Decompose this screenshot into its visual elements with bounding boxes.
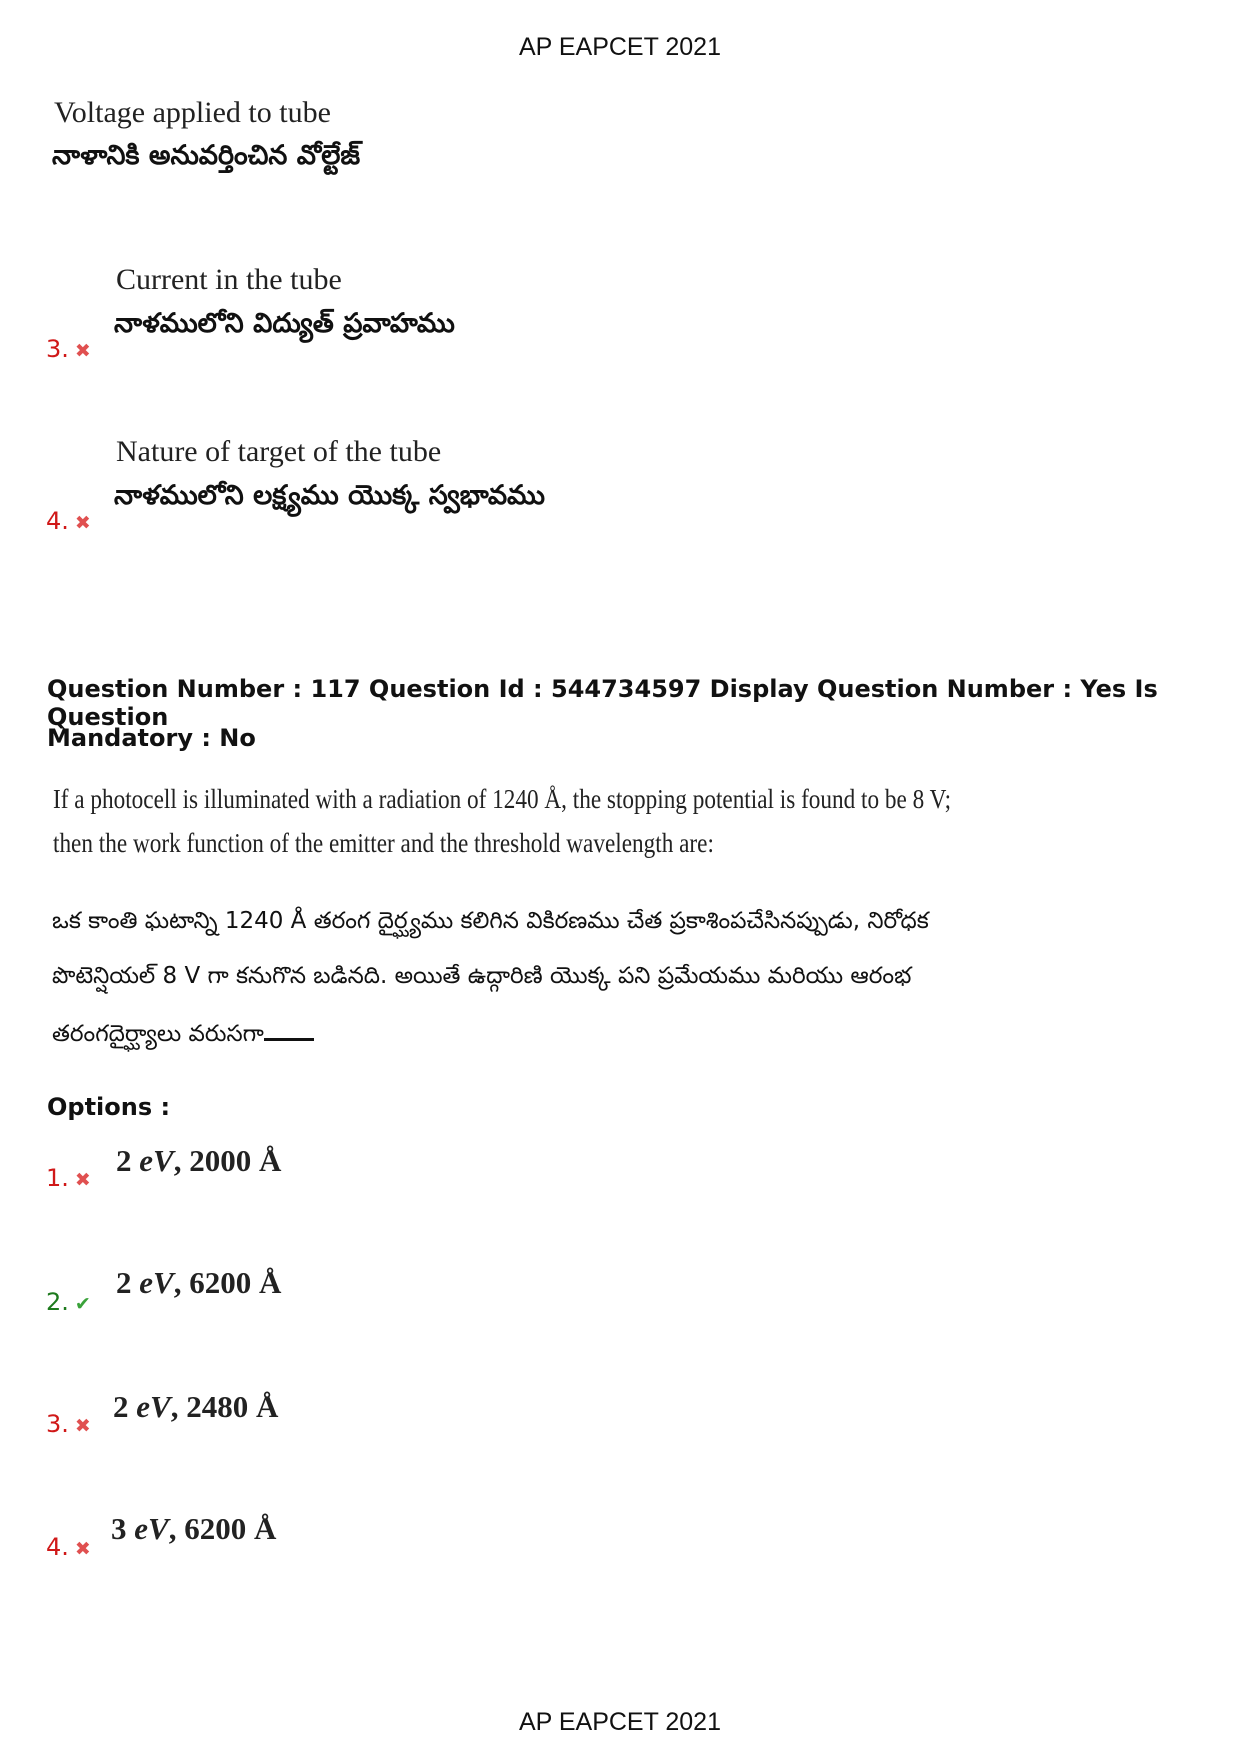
option-1-marker bbox=[46, 1164, 91, 1192]
prev-option3-telugu: నాళములోని విద్యుత్ ప్రవాహము bbox=[114, 308, 455, 339]
prev-option4-marker bbox=[46, 507, 91, 535]
prev-option2-english: Voltage applied to tube bbox=[54, 96, 331, 129]
question-english-line1: If a photocell is illuminated with a radiation of 1240 Å, the stopping potential is found to be 8 V; bbox=[53, 784, 952, 814]
option-number: 4. bbox=[46, 507, 69, 535]
prev-option2-telugu: నాళానికి అనువర్తించిన వోల్టేజ్ bbox=[52, 140, 361, 171]
question-telugu-line2: పొటెన్షియల్ 8 V గా కనుగొన బడినది. అయితే ఉద్గారిణి యొక్క పని ప్రమేయము మరియు ఆరంభ bbox=[52, 963, 912, 989]
prev-option4-english: Nature of target of the tube bbox=[116, 435, 442, 468]
prev-option3-english: Current in the tube bbox=[116, 263, 342, 296]
option-number: 4. bbox=[46, 1533, 69, 1561]
question-meta-line1: Question Number : 117 Question Id : 544734597 Display Question Number : Yes Is Question bbox=[47, 675, 1158, 731]
question-english-line2: then the work function of the emitter and the threshold wavelength are: bbox=[53, 828, 714, 858]
option-2-marker bbox=[46, 1288, 91, 1316]
cross-icon: ✖ bbox=[74, 512, 91, 534]
option-1-text[interactable]: 2 eV, 2000 Å bbox=[116, 1143, 282, 1178]
option-number: 1. bbox=[46, 1164, 69, 1192]
option-number: 2. bbox=[46, 1288, 69, 1316]
question-telugu-line1: ఒక కాంతి ఘటాన్ని 1240 Å తరంగ దైర్ఘ్యము కలిగిన వికిరణము చేత ప్రకాశింపచేసినప్పుడు, నిరోధక bbox=[52, 908, 929, 934]
option-number: 3. bbox=[46, 1410, 69, 1438]
options-label: Options : bbox=[47, 1093, 171, 1121]
question-meta-line2: Mandatory : No bbox=[47, 724, 256, 752]
cross-icon: ✖ bbox=[74, 1169, 91, 1191]
answer-blank bbox=[264, 1018, 314, 1041]
page-footer: AP EAPCET 2021 bbox=[519, 1708, 721, 1736]
option-2-text[interactable]: 2 eV, 6200 Å bbox=[116, 1265, 282, 1300]
option-number: 3. bbox=[46, 335, 69, 363]
option-3-text[interactable]: 2 eV, 2480 Å bbox=[113, 1389, 279, 1424]
page-header: AP EAPCET 2021 bbox=[519, 33, 721, 61]
option-4-text[interactable]: 3 eV, 6200 Å bbox=[111, 1511, 277, 1546]
prev-option4-telugu: నాళములోని లక్ష్యము యొక్క స్వభావము bbox=[114, 480, 545, 511]
cross-icon: ✖ bbox=[74, 1538, 91, 1560]
option-3-marker bbox=[46, 1410, 91, 1438]
question-telugu-line3 bbox=[52, 1018, 314, 1053]
question-telugu-line3-text: తరంగదైర్ఘ్యాలు వరుసగా bbox=[52, 1021, 264, 1047]
cross-icon: ✖ bbox=[74, 340, 91, 362]
check-icon: ✔ bbox=[74, 1293, 91, 1315]
prev-option3-marker bbox=[46, 335, 91, 363]
cross-icon: ✖ bbox=[74, 1415, 91, 1437]
option-4-marker bbox=[46, 1533, 91, 1561]
